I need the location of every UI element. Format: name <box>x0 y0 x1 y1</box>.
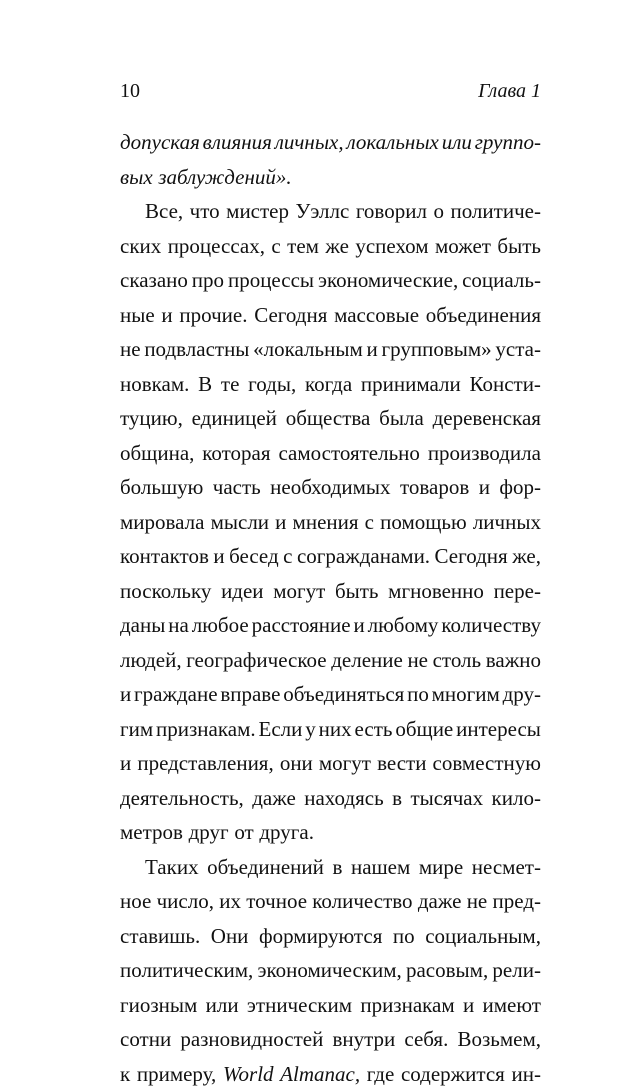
word: успехом <box>355 229 428 264</box>
word: заблуждений». <box>158 160 291 195</box>
text-line <box>120 815 541 850</box>
word: быть <box>497 229 541 264</box>
word: у <box>305 712 316 747</box>
word: сказано <box>120 263 188 298</box>
word: те <box>221 367 240 402</box>
word: согражданами. <box>297 539 430 574</box>
word: вести <box>377 746 426 781</box>
word: примеру, <box>137 1057 216 1091</box>
text-line <box>120 470 541 505</box>
word: годы, <box>248 367 296 402</box>
word: мировала <box>120 505 204 540</box>
word: контактов <box>120 539 209 574</box>
text-line <box>120 988 541 1023</box>
word: признакам. <box>156 712 256 747</box>
text-line <box>120 608 541 643</box>
word: что <box>190 194 220 229</box>
word: расстояние <box>252 608 351 643</box>
word: В <box>198 367 212 402</box>
word: World <box>223 1057 274 1091</box>
text-line <box>120 746 541 781</box>
word: многим <box>432 677 500 712</box>
word: личных <box>473 505 541 540</box>
body-text <box>120 125 541 1091</box>
word: формируются <box>259 919 382 954</box>
word: быть <box>335 574 379 609</box>
text-line <box>120 643 541 678</box>
word: прочие. <box>179 298 247 333</box>
word: фор- <box>499 470 541 505</box>
word: могут <box>319 746 371 781</box>
word: дру- <box>503 677 541 712</box>
text-line <box>120 953 541 988</box>
word: и <box>463 988 474 1023</box>
word: точное <box>246 884 307 919</box>
word: количество <box>312 884 412 919</box>
text-line <box>120 781 541 816</box>
word: о <box>433 194 444 229</box>
word: деятельность, <box>120 781 244 816</box>
word: пере- <box>494 574 541 609</box>
word: сотни <box>120 1022 171 1057</box>
word: и <box>213 539 224 574</box>
word: метров <box>120 815 183 850</box>
word: Если <box>259 712 303 747</box>
word: кило- <box>492 781 541 816</box>
word: пред- <box>493 884 541 919</box>
word: поскольку <box>120 574 211 609</box>
word: вправе <box>220 677 280 712</box>
word: личных, <box>275 125 344 160</box>
text-line <box>120 539 541 574</box>
word: когда <box>305 367 352 402</box>
word: тем <box>287 229 319 264</box>
word: массовые <box>334 298 419 333</box>
word: от <box>234 815 253 850</box>
text-line <box>120 263 541 298</box>
word: мире <box>419 850 463 885</box>
word: по <box>407 677 429 712</box>
word: туцию, <box>120 401 183 436</box>
word: мистер <box>226 194 289 229</box>
word: идеи <box>221 574 263 609</box>
word: нашем <box>351 850 410 885</box>
word: производила <box>428 436 541 471</box>
word: бесед <box>229 539 279 574</box>
text-line <box>120 677 541 712</box>
word: и <box>275 505 286 540</box>
word: мгновенно <box>388 574 484 609</box>
word: к <box>120 1057 130 1091</box>
word: группо- <box>475 125 541 160</box>
word: принимали <box>361 367 461 402</box>
word: находясь <box>304 781 383 816</box>
text-line <box>120 1057 541 1091</box>
word: «локальным <box>253 332 363 367</box>
text-line <box>120 919 541 954</box>
text-line <box>120 401 541 436</box>
word: на <box>168 608 189 643</box>
text-line <box>120 160 541 195</box>
word: разновидностей <box>180 1022 323 1057</box>
word: содержится <box>401 1057 505 1091</box>
word: деление <box>331 643 403 678</box>
word: Уэллс <box>296 194 350 229</box>
word: с <box>271 229 280 264</box>
word: друга. <box>259 815 314 850</box>
text-line <box>120 229 541 264</box>
word: них <box>319 712 352 747</box>
text-line <box>120 367 541 402</box>
word: несмет- <box>472 850 541 885</box>
text-line <box>120 505 541 540</box>
text-line <box>120 194 541 229</box>
word: вых <box>120 160 153 195</box>
word: которая <box>202 436 270 471</box>
word: важно <box>486 643 541 678</box>
word: столь <box>433 643 482 678</box>
word: и <box>479 470 490 505</box>
word: и <box>161 298 172 333</box>
word: общества <box>286 401 371 436</box>
word: даже <box>252 781 296 816</box>
word: где <box>367 1057 395 1091</box>
word: может <box>435 229 491 264</box>
word: и <box>120 677 131 712</box>
word: ин- <box>511 1057 540 1091</box>
text-line <box>120 574 541 609</box>
word: была <box>379 401 424 436</box>
word: ные <box>120 298 155 333</box>
word: социальным, <box>425 919 541 954</box>
text-line <box>120 712 541 747</box>
word: по <box>393 919 415 954</box>
word: людей, <box>120 643 182 678</box>
word: имеют <box>483 988 541 1023</box>
word: представления, <box>137 746 273 781</box>
word: новкам. <box>120 367 189 402</box>
text-line <box>120 1022 541 1057</box>
word: любому <box>368 608 439 643</box>
word: объединений <box>207 850 324 885</box>
word: же, <box>512 539 541 574</box>
word: общие <box>395 712 453 747</box>
word: рели- <box>492 953 541 988</box>
word: или <box>442 125 472 160</box>
word: групповым» <box>382 332 492 367</box>
word: уста- <box>495 332 541 367</box>
word: гим <box>120 712 153 747</box>
word: Все, <box>145 194 183 229</box>
word: ное <box>120 884 151 919</box>
text-line <box>120 298 541 333</box>
word: интересы <box>456 712 541 747</box>
word: есть <box>355 712 393 747</box>
word: политическим, <box>120 953 253 988</box>
running-head <box>120 76 541 106</box>
word: объединяться <box>283 677 404 712</box>
word: община, <box>120 436 194 471</box>
word: Almanac, <box>280 1057 360 1091</box>
word: мнения <box>293 505 359 540</box>
word: тысячах <box>410 781 483 816</box>
word: не <box>467 884 488 919</box>
word: мысли <box>211 505 269 540</box>
word: ставишь. <box>120 919 200 954</box>
word: процессы <box>228 263 314 298</box>
word: влияния <box>203 125 272 160</box>
word: число, <box>157 884 214 919</box>
text-line <box>120 125 541 160</box>
word: друг <box>189 815 229 850</box>
text-line <box>120 850 541 885</box>
word: даже <box>418 884 462 919</box>
word: они <box>280 746 313 781</box>
word: Сегодня <box>435 539 508 574</box>
word: количеству <box>441 608 541 643</box>
word: политиче- <box>450 194 540 229</box>
word: экономическим, <box>258 953 402 988</box>
word: с <box>283 539 292 574</box>
word: гиозным <box>120 988 197 1023</box>
word: Они <box>211 919 249 954</box>
page-number: 10 <box>120 76 140 106</box>
word: граждане <box>134 677 218 712</box>
word: себя. <box>404 1022 448 1057</box>
word: Таких <box>145 850 199 885</box>
word: могут <box>273 574 325 609</box>
word: Сегодня <box>254 298 327 333</box>
word: расовым, <box>406 953 488 988</box>
word: и <box>367 332 378 367</box>
word: же <box>325 229 349 264</box>
text-line <box>120 332 541 367</box>
word: или <box>206 988 239 1023</box>
word: и <box>353 608 364 643</box>
word: любое <box>192 608 249 643</box>
word: даны <box>120 608 165 643</box>
text-line <box>120 884 541 919</box>
word: большую <box>120 470 203 505</box>
word: про <box>192 263 224 298</box>
word: их <box>219 884 241 919</box>
word: географическое <box>186 643 326 678</box>
word: с <box>365 505 374 540</box>
word: внутри <box>332 1022 395 1057</box>
word: не <box>407 643 428 678</box>
word: Возьмем, <box>457 1022 541 1057</box>
word: говорил <box>356 194 427 229</box>
word: не <box>120 332 141 367</box>
word: локальных <box>346 125 438 160</box>
word: в <box>392 781 402 816</box>
word: допуская <box>120 125 200 160</box>
word: и <box>120 746 131 781</box>
word: этническим <box>247 988 352 1023</box>
word: часть <box>213 470 261 505</box>
word: процессах, <box>168 229 265 264</box>
chapter-title: Глава 1 <box>478 76 541 106</box>
word: объединения <box>426 298 541 333</box>
word: социаль- <box>462 263 541 298</box>
word: экономические, <box>318 263 458 298</box>
word: самостоятельно <box>278 436 419 471</box>
word: в <box>332 850 342 885</box>
word: деревенская <box>433 401 541 436</box>
word: Консти- <box>470 367 541 402</box>
word: товаров <box>400 470 469 505</box>
word: подвластны <box>144 332 249 367</box>
word: совместную <box>433 746 541 781</box>
text-line <box>120 436 541 471</box>
word: признакам <box>360 988 454 1023</box>
word: помощью <box>380 505 467 540</box>
word: единицей <box>192 401 277 436</box>
word: ских <box>120 229 161 264</box>
word: необходимых <box>270 470 390 505</box>
